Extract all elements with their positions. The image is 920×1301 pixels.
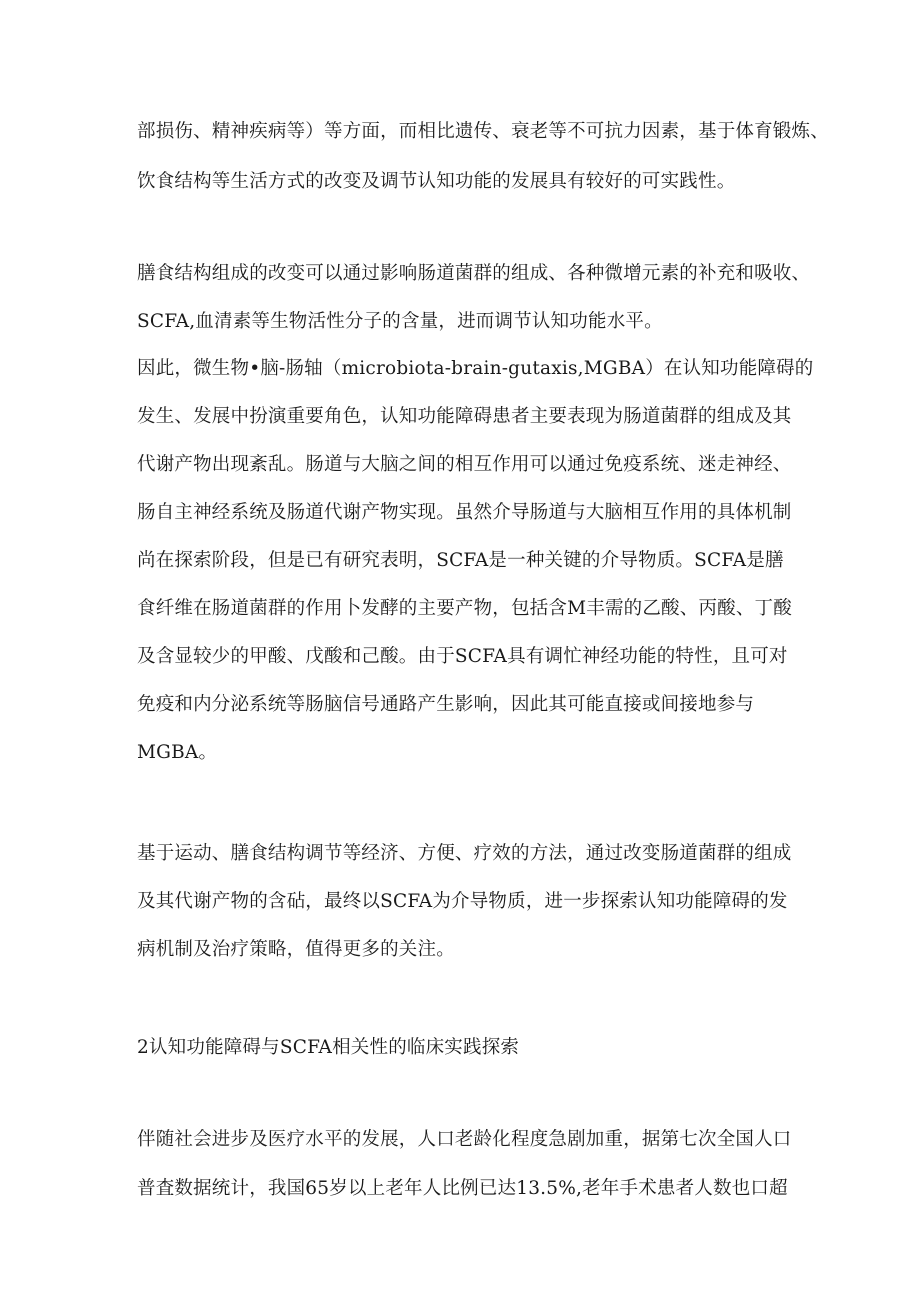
- text-line: 食纤维在肠道菌群的作用卜发酵的主要产物，包括含M丰需的乙酸、丙酸、丁酸: [137, 598, 792, 619]
- text-line: 发生、发展中扮演重要角色，认知功能障碍患者主要表现为肠道菌群的组成及其: [137, 406, 792, 427]
- text-line: 免疫和内分泌系统等肠脑信号通路产生影响，因此其可能直接或间接地参与: [137, 694, 755, 715]
- text-line: 部损伤、精神疾病等）等方面，而相比遗传、衰老等不可抗力因素，基于体育锻炼、: [137, 121, 829, 142]
- text-line: 普査数据统计，我国65岁以上老年人比例已达13.5%,老年手术患者人数也口超: [137, 1178, 788, 1199]
- text-line: 肠自主神经系统及肠道代谢产物实现。虽然介导肠道与大脑相互作用的具体机制: [137, 502, 792, 523]
- text-line: 代谢产物出现紊乱。肠道与大脑之间的相互作用可以通过免疫系统、迷走神经、: [137, 454, 792, 475]
- text-line: 基于运动、膳食结构调节等经济、方便、疗效的方法，通过改变肠道菌群的组成: [137, 843, 792, 864]
- text-line: 饮食结构等生活方式的改变及调节认知功能的发展具有较好的可实践性。: [137, 171, 736, 192]
- text-line: 及其代谢产物的含砧，最终以SCFA为介导物质，进一步探索认知功能障碍的发: [137, 891, 788, 912]
- section-heading: 2认知功能障碍与SCFA相关性的临床实践探索: [137, 1037, 520, 1058]
- text-line: 尚在探索阶段，但是已有研究表明，SCFA是一种关键的介导物质。SCFA是膳: [137, 550, 784, 571]
- text-line: 膳食结构组成的改变可以通过影响肠道菌群的组成、各种微增元素的补充和吸收、: [137, 263, 811, 284]
- text-line: 伴随社会进步及医疗水平的发展，人口老龄化程度急剧加重，据第七次全国人口: [137, 1129, 792, 1150]
- text-line: 病机制及治疗策略，值得更多的关注。: [137, 939, 455, 960]
- text-line: 因此，微生物•脑-肠轴（microbiota-brain-gutaxis,MGBA）在认知功能障碍的: [137, 358, 814, 379]
- text-line: MGBA。: [137, 742, 218, 763]
- text-line: SCFA,血清素等生物活性分子的含量，进而调节认知功能水平。: [137, 311, 663, 332]
- text-line: 及含显较少的甲酸、戊酸和己酸。由于SCFA具有调忙神经功能的特性，且可对: [137, 646, 788, 667]
